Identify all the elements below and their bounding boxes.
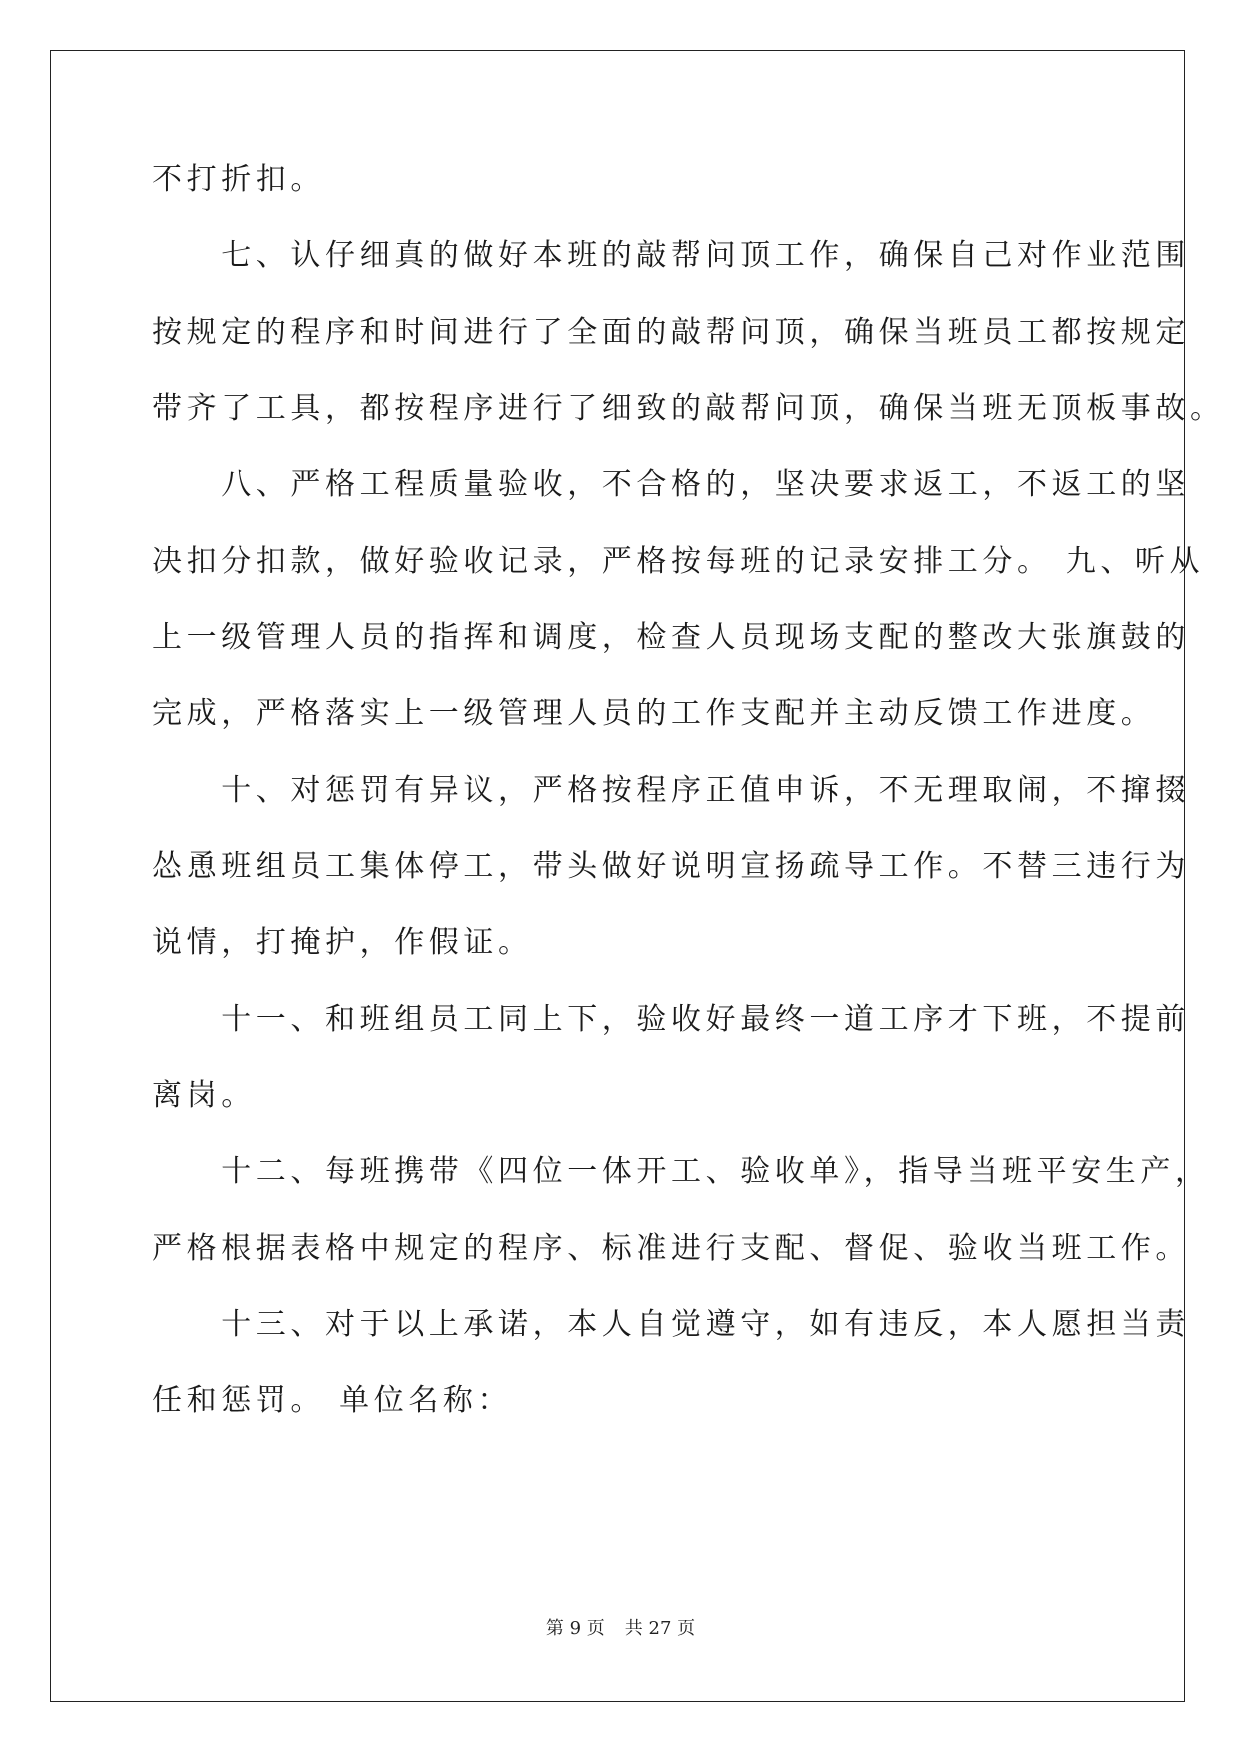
page-number: 第 9 页 [545,1618,605,1639]
text-line: 十三、对于以上承诺，本人自觉遵守，如有违反，本人愿担当责 [152,1307,1190,1342]
text-line: 十二、每班携带《四位一体开工、验收单》，指导当班平安生产， [152,1154,1210,1189]
text-line: 按规定的程序和时间进行了全面的敲帮问顶，确保当班员工都按规定 [152,315,1190,350]
text-line: 带齐了工具，都按程序进行了细致的敲帮问顶，确保当班无顶板事故。 [152,391,1225,426]
text-line: 十一、和班组员工同上下，验收好最终一道工序才下班，不提前 [152,1002,1190,1037]
text-line: 完成，严格落实上一级管理人员的工作支配并主动反馈工作进度。 [152,696,1156,731]
page-footer [0,1617,1241,1641]
text-line: 离岗。 [152,1078,256,1113]
text-line: 八、严格工程质量验收，不合格的，坚决要求返工，不返工的坚 [152,467,1190,502]
total-pages: 共 27 页 [624,1618,696,1639]
text-line: 任和惩罚。 单位名称： [152,1383,513,1418]
text-line: 严格根据表格中规定的程序、标准进行支配、督促、验收当班工作。 [152,1231,1190,1266]
text-line: 七、认仔细真的做好本班的敲帮问顶工作，确保自己对作业范围 [152,238,1190,273]
text-line: 上一级管理人员的指挥和调度，检查人员现场支配的整改大张旗鼓的 [152,620,1190,655]
text-line: 不打折扣。 [152,162,325,197]
text-line: 决扣分扣款，做好验收记录，严格按每班的记录安排工分。 九、听从 [152,544,1205,579]
text-line: 说情，打掩护，作假证。 [152,925,533,960]
text-line: 十、对惩罚有异议，严格按程序正值申诉，不无理取闹，不撺掇 [152,773,1190,808]
text-line: 怂恿班组员工集体停工，带头做好说明宣扬疏导工作。不替三违行为 [152,849,1190,884]
